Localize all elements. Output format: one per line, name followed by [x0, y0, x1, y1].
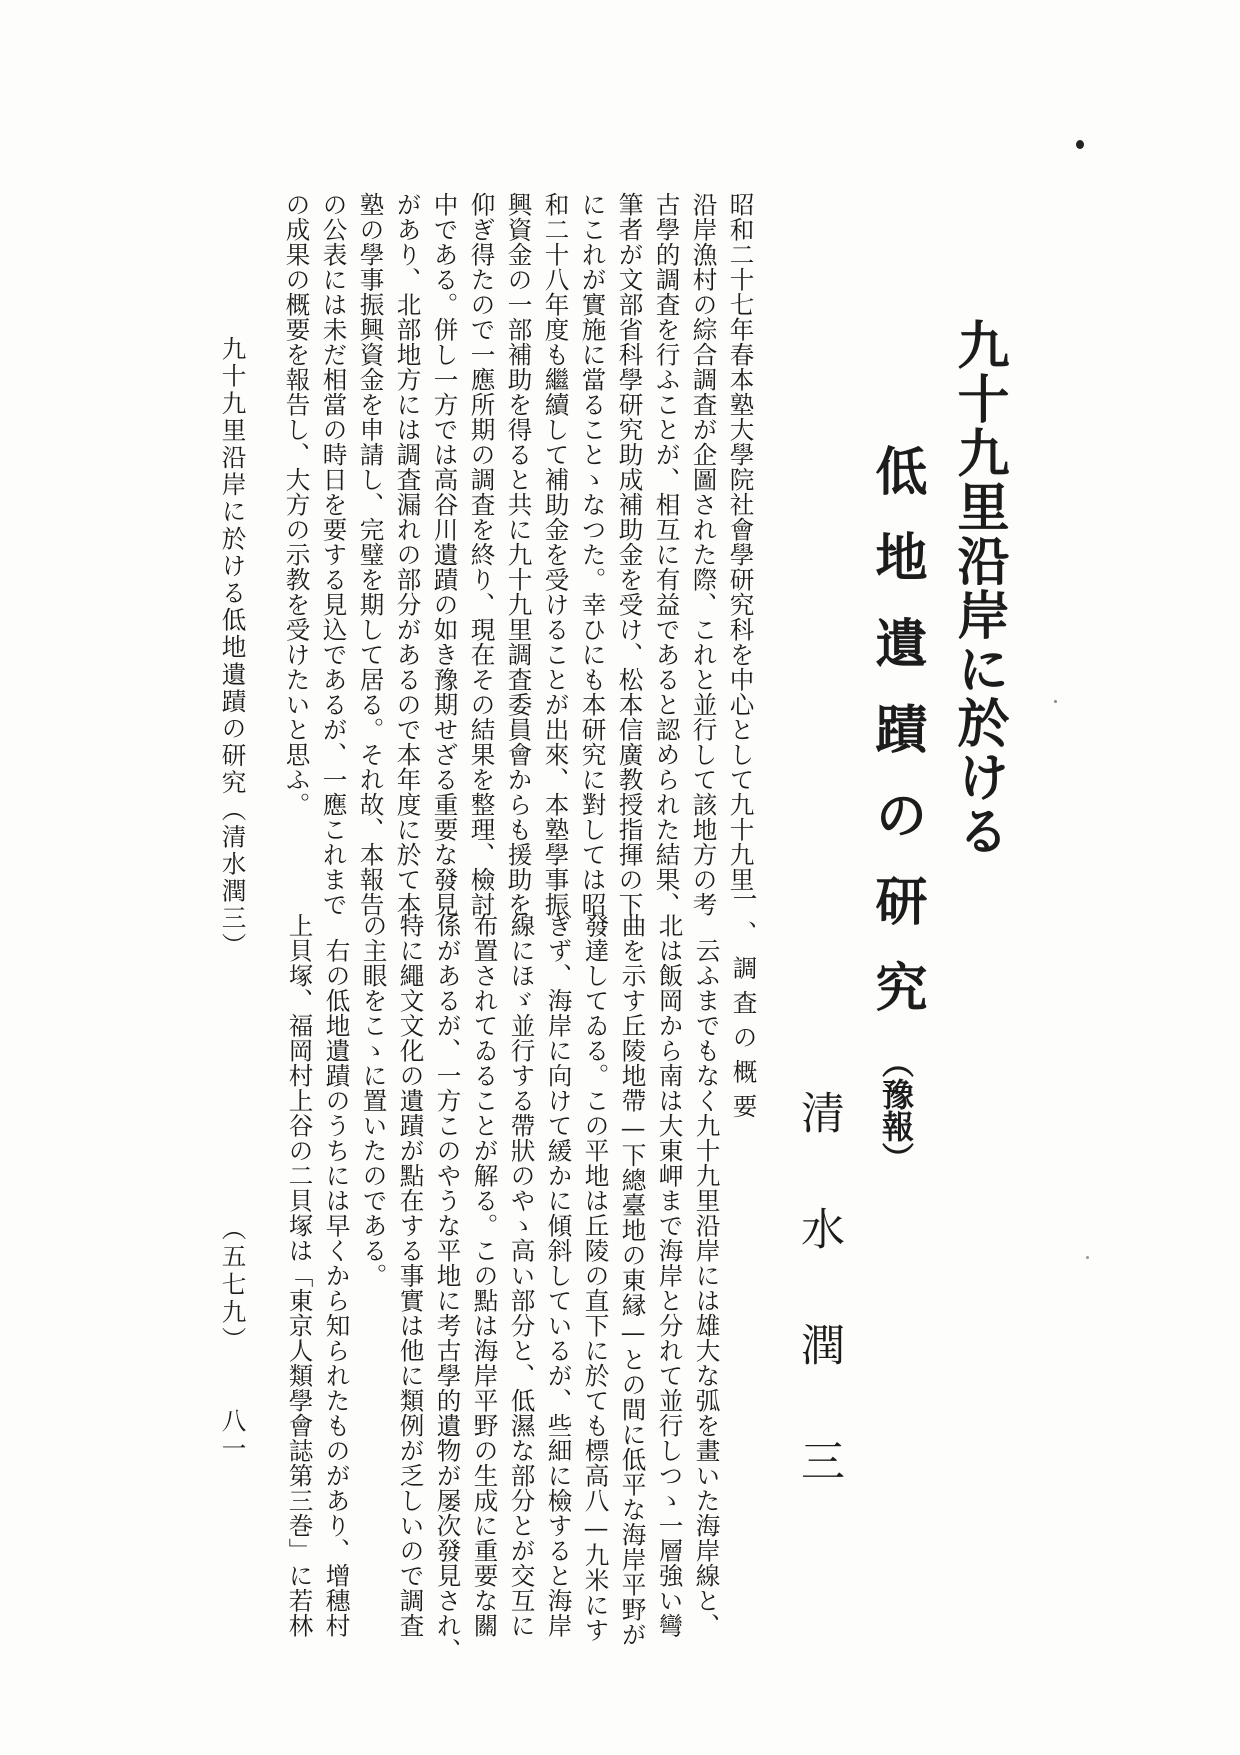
section-line: 右の低地遺蹟のうちには早くから知られたものがあり、增穗村	[322, 938, 352, 1638]
intro-line: 塾の學事振興資金を申請し、完璧を期して居る。それ故、本報告	[356, 192, 386, 917]
intro-line: 仰ぎ得たので一應所期の調査を終り、現在その結果を整理、檢討	[467, 192, 497, 917]
intro-line: の公表には未だ相當の時日を要する見込であるが、一應これまで	[319, 192, 349, 917]
running-title: 九十九里沿岸に於ける低地遺蹟の研究（清水潤三）	[218, 336, 248, 960]
article-title: 九十九里沿岸に於ける	[948, 318, 1009, 858]
page-number-paren: （五七九）	[218, 1216, 248, 1354]
subtitle-note: （豫報）	[877, 1046, 915, 1174]
scan-speck	[1086, 1256, 1089, 1259]
article-subtitle	[866, 444, 927, 1174]
section-line: 布置されてゐることが解る。この點は海岸平野の生成に重要な關	[470, 913, 500, 1638]
section-line: 上貝塚、福岡村上谷の二貝塚は「東京人類學會誌第三巻」に若林	[285, 913, 315, 1638]
intro-line: の成果の概要を報告し、大方の示教を受けたいと思ふ。	[282, 192, 312, 817]
section-line: 云ふまでもなく九十九里沿岸には雄大な弧を畫いた海岸線と、	[692, 938, 722, 1638]
intro-line: 興資金の一部補助を得ると共に九十九里調査委員會からも援助を	[504, 192, 534, 917]
intro-line: 昭和二十七年春本塾大學院社會學研究科を中心として九十九里	[726, 192, 756, 892]
section-line: 發達してゐる。この平地は丘陵の直下に於ても標高八—九米にす	[581, 913, 611, 1643]
section-line: 曲を示す丘陵地帶—下總臺地の東縁—との間に低平な海岸平野が	[618, 913, 648, 1647]
section-line: の主眼をこゝに置いたのである。	[359, 913, 389, 1288]
section-line: 北は飯岡から南は大東岬まで海岸と分れて並行しつゝ一層強い彎	[655, 913, 685, 1638]
scan-speck	[1076, 140, 1084, 149]
section-line: 特に繩文文化の遺蹟が點在する事實は他に類例が乏しいので調査	[396, 913, 426, 1638]
intro-line: 古學的調査を行ふことが、相互に有益であると認められた結果、	[652, 192, 682, 917]
section-line: 係があるが、一方このやうな平地に考古學的遺物が屡次發見され、	[433, 913, 463, 1663]
intro-line: 和二十八年度も繼續して補助金を受けることが出來、本塾學事振	[541, 192, 571, 917]
intro-line: があり、北部地方には調査漏れの部分があるので本年度に於て本	[393, 192, 423, 917]
subtitle-main: 低地遺蹟の研究	[866, 444, 927, 1046]
section-line: 線にほゞ並行する帶狀のやゝ高い部分と、低濕な部分とが交互に	[507, 913, 537, 1638]
intro-line: にこれが實施に當ることゝなつた。幸ひにも本研究に對しては昭	[578, 192, 608, 917]
author-name: 清水潤三	[793, 1090, 844, 1554]
intro-line: 沿岸漁村の綜合調査が企圖された際、これと並行して該地方の考	[689, 192, 719, 917]
intro-line: 中である。併し一方では高谷川遺蹟の如き豫期せざる重要な發見	[430, 192, 460, 917]
section-line: ぎず、海岸に向けて緩かに傾斜しているが、些細に檢すると海岸	[544, 913, 574, 1638]
section-heading: 一、調査の概要	[729, 886, 759, 1129]
scan-speck	[1054, 700, 1057, 703]
page-number: 八一	[218, 1408, 248, 1464]
intro-line: 筆者が文部省科學研究助成補助金を受け、松本信廣教授指揮の下	[615, 192, 645, 917]
